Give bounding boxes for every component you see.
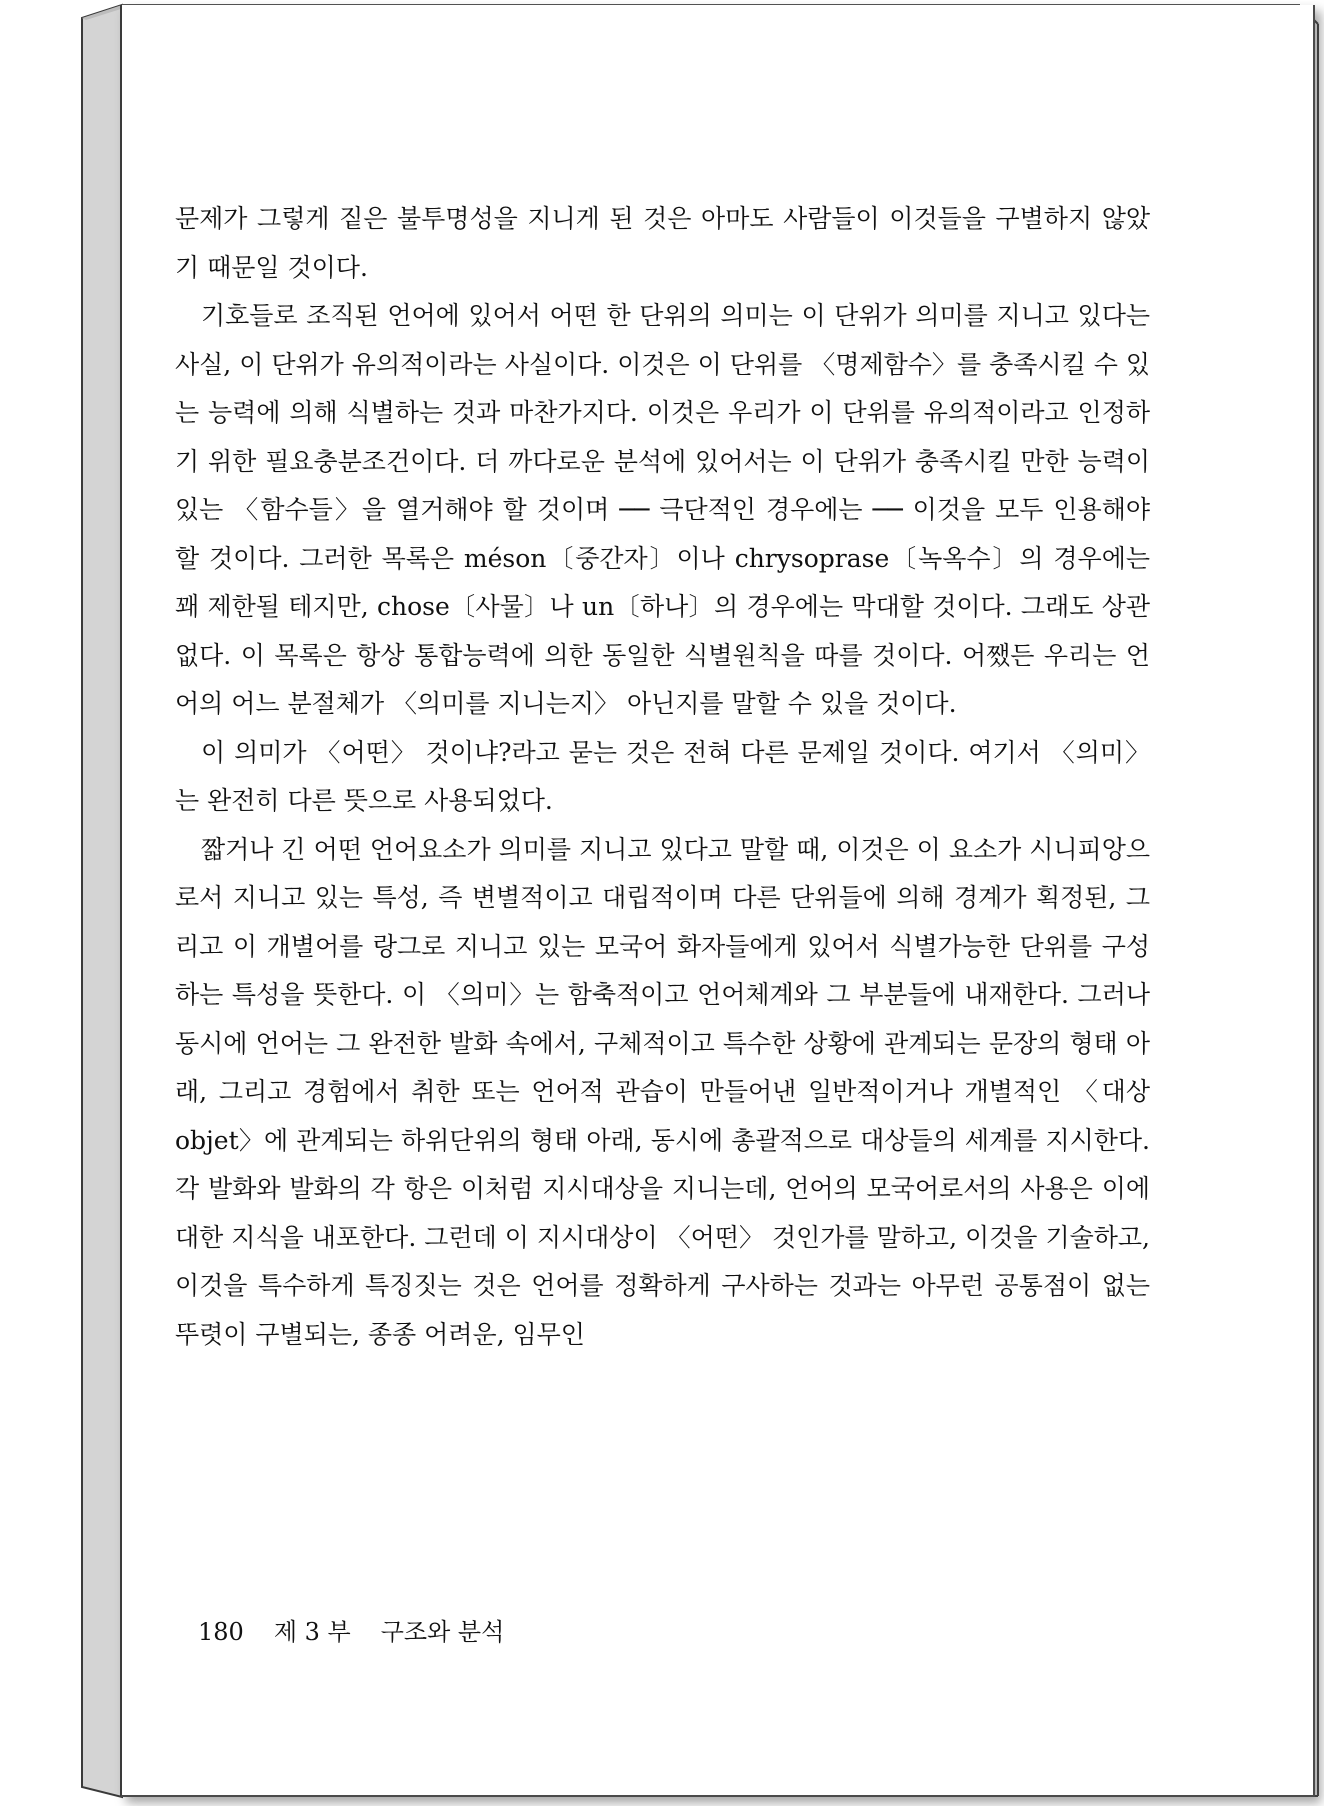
part-label: 제 3 부 xyxy=(273,1618,351,1646)
section-title: 구조와 분석 xyxy=(380,1618,505,1646)
body-text xyxy=(175,195,1150,1359)
paragraph: 문제가 그렇게 짙은 불투명성을 지니게 된 것은 아마도 사람들이 이것들을 구별하지 않았기 때문일 것이다. xyxy=(175,204,1150,282)
paragraph: 짧거나 긴 어떤 언어요소가 의미를 지니고 있다고 말할 때, 이것은 이 요소가 시니피앙으로서 지니고 있는 특성, 즉 변별적이고 대립적이며 다른 단위들에 의해 경계가 획정된, 그리고 이 개별어를 랑그로 지니고 있는 모국어 화자들에게 있어서 식별가능한 단위를 구성하는 특성을 뜻한다. 이 〈의미〉는 함축적이고 언어체계와 그 부분들에 내재한다. 그러나 동시에 언어는 그 완전한 발화 속에서, 구체적이고 특수한 상황에 관계되는 문장의 형태 아래, 그리고 경험에서 취한 또는 언어적 관습이 만들어낸 일반적이거나 개별적인 〈대상 objet〉에 관계되는 하위단위의 형태 아래, 동시에 총괄적으로 대상들의 세계를 지시한다. 각 발화와 발화의 각 항은 이처럼 지시대상을 지니는데, 언어의 모국어로서의 사용은 이에 대한 지식을 내포한다. 그런데 이 지시대상이 〈어떤〉 것인가를 말하고, 이것을 기술하고, 이것을 특수하게 특징짓는 것은 언어를 정확하게 구사하는 것과는 아무런 공통점이 없는 뚜렷이 구별되는, 종종 어려운, 임무인 xyxy=(175,834,1150,1349)
page-footer xyxy=(198,1612,534,1647)
paragraph: 기호들로 조직된 언어에 있어서 어떤 한 단위의 의미는 이 단위가 의미를 지니고 있다는 사실, 이 단위가 유의적이라는 사실이다. 이것은 이 단위를 〈명제함수〉를 충족시킬 수 있는 능력에 의해 식별하는 것과 마찬가지다. 이것은 우리가 이 단위를 유의적이라고 인정하기 위한 필요충분조건이다. 더 까다로운 분석에 있어서는 이 단위가 충족시킬 만한 능력이 있는 〈함수들〉을 열거해야 할 것이며 ── 극단적인 경우에는 ── 이것을 모두 인용해야 할 것이다. 그러한 목록은 méson〔중간자〕이나 chrysoprase〔녹옥수〕의 경우에는 꽤 제한될 테지만, chose〔사물〕나 un〔하나〕의 경우에는 막대할 것이다. 그래도 상관없다. 이 목록은 항상 통합능력에 의한 동일한 식별원칙을 따를 것이다. 어쨌든 우리는 언어의 어느 분절체가 〈의미를 지니는지〉 아닌지를 말할 수 있을 것이다. xyxy=(175,301,1150,718)
page-number: 180 xyxy=(198,1618,244,1646)
paragraph: 이 의미가 〈어떤〉 것이냐?라고 묻는 것은 전혀 다른 문제일 것이다. 여기서 〈의미〉는 완전히 다른 뜻으로 사용되었다. xyxy=(175,737,1150,815)
